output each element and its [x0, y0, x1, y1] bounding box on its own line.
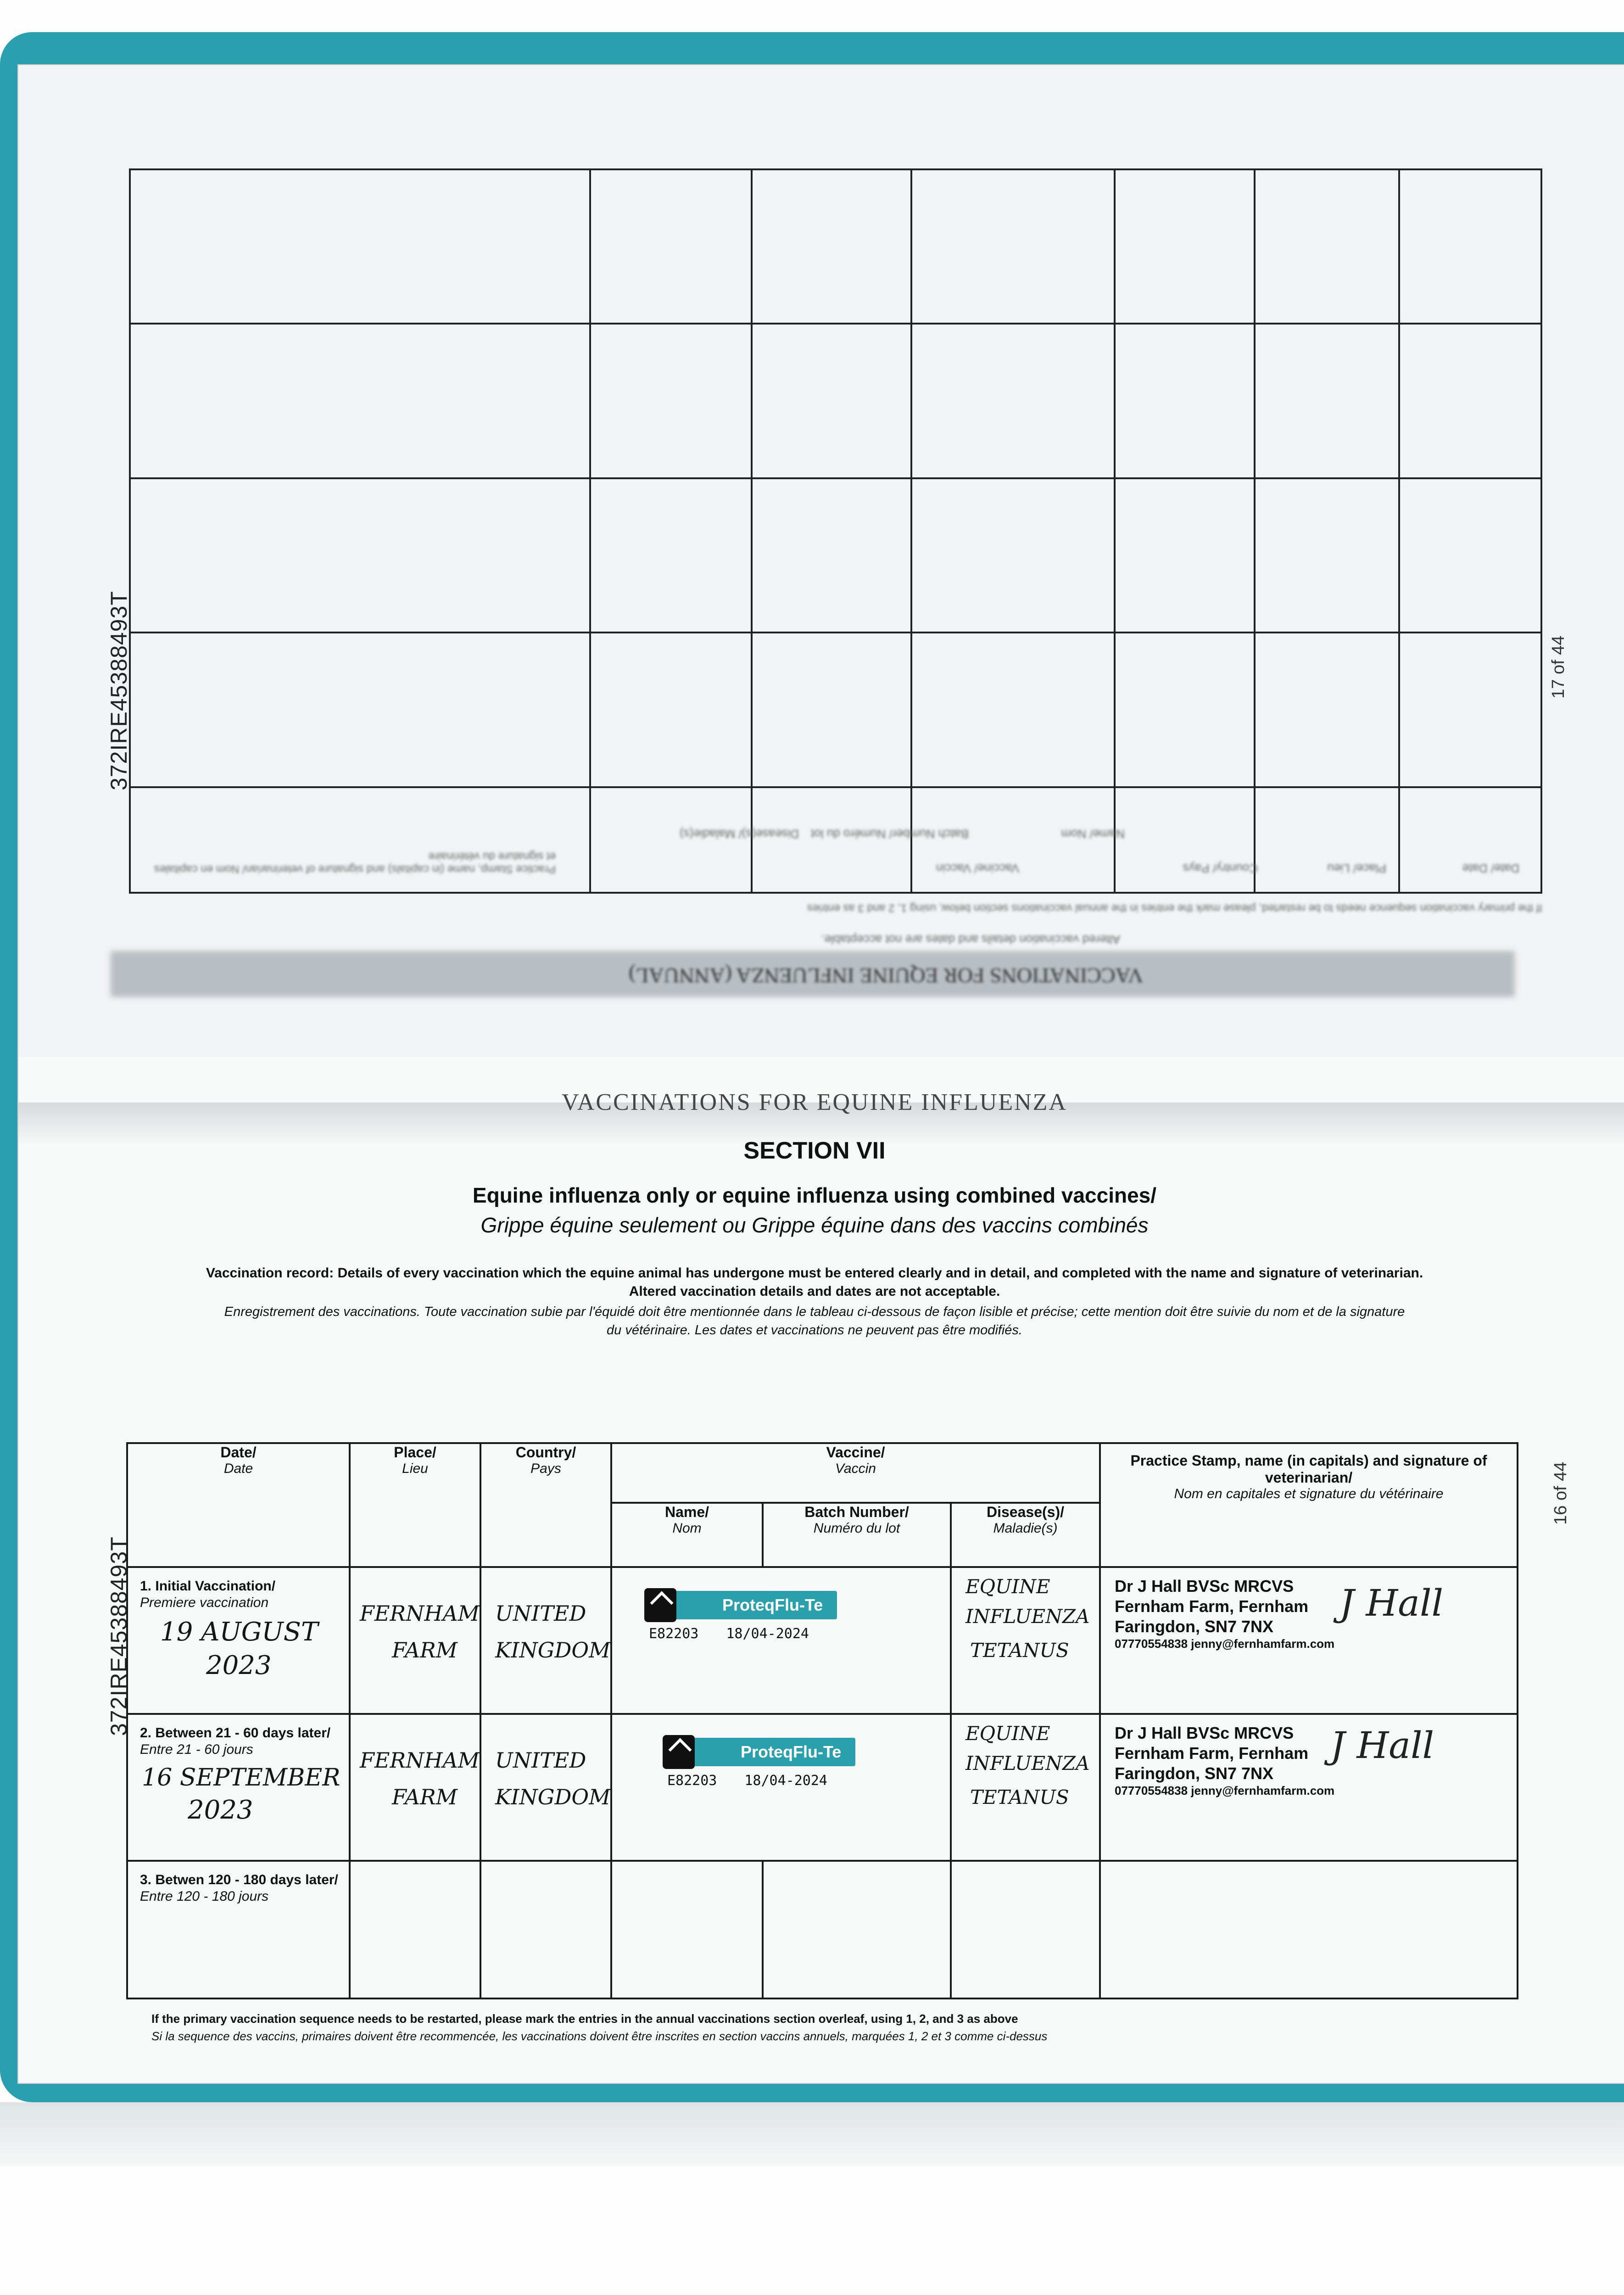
- row2-diseases-cell[interactable]: EQUINE INFLUENZA TETANUS: [951, 1714, 1100, 1861]
- mirror-col-batch: Batch Number/ Numéro du lot: [811, 827, 969, 841]
- vet-signature-2: J Hall: [1330, 1724, 1434, 1767]
- scanner-edge: [0, 2102, 1624, 2166]
- header-country: Country/ Pays: [480, 1443, 611, 1567]
- vaccine-sticker: [663, 1738, 855, 1789]
- table-row: [127, 1861, 1518, 1998]
- mirror-col-place: Place/ Lieu: [1327, 862, 1386, 875]
- row2-country-cell[interactable]: UNITED KINGDOM: [480, 1714, 611, 1861]
- row1-date-cell[interactable]: 1. Initial Vaccination/ Premiere vaccination 19 AUGUST 2023: [127, 1567, 350, 1714]
- sticker-vaccine-name: ProteqFlu-Te: [741, 1742, 842, 1761]
- header-diseases: Disease(s)/ Maladie(s): [951, 1503, 1100, 1567]
- page-number-17: 17 of 44: [1549, 635, 1568, 699]
- record-fr-2: du vétérinaire. Les dates et vaccinations ne peuvent pas être modifiés.: [607, 1323, 1022, 1338]
- header-date: Date/ Date: [127, 1443, 350, 1567]
- passport-id-lower: 372IRE45388493T: [106, 1536, 132, 1736]
- row1-diseases-cell[interactable]: EQUINE INFLUENZA TETANUS: [951, 1567, 1100, 1714]
- footnote-fr: Si la sequence des vaccins, primaires doivent être recommencée, les vaccinations doivent être inscrites en section vaccins annuels, marquées 1, 2 et 3 comme ci-dessus: [151, 2029, 1048, 2043]
- sticker-expiry: 18/04-2024: [744, 1773, 827, 1789]
- record-en-2: Altered vaccination details and dates are not acceptable.: [629, 1284, 1000, 1299]
- row3-place-cell[interactable]: [350, 1861, 480, 1998]
- row3-date-cell[interactable]: 3. Betwen 120 - 180 days later/ Entre 120 - 180 jours: [127, 1861, 350, 1998]
- mirror-vaccination-grid: [129, 168, 1542, 894]
- vet-stamp-2: Dr J Hall BVSc MRCVS Fernham Farm, Fernham Faringdon, SN7 7NX 07770554838 jenny@fernhamfarm.com: [1115, 1724, 1335, 1797]
- mirror-col-name: Name/ Nom: [1061, 827, 1125, 841]
- row3-diseases-cell[interactable]: [951, 1861, 1100, 1998]
- passport-page: [17, 64, 1624, 2084]
- mirror-altered-note: Altered vaccination details and dates are not acceptable.: [821, 933, 1120, 946]
- page-title: VACCINATIONS FOR EQUINE INFLUENZA: [562, 1089, 1067, 1115]
- sticker-batch: E82203: [649, 1626, 699, 1642]
- subtitle-fr: Grippe équine seulement ou Grippe équine dans des vaccins combinés: [480, 1213, 1149, 1237]
- row2-date-line1: 16 SEPTEMBER: [142, 1764, 340, 1791]
- row1-vaccine-sticker-cell[interactable]: [611, 1567, 951, 1714]
- mirror-col-date: Date/ Date: [1462, 862, 1519, 875]
- row3-stamp-cell[interactable]: [1100, 1861, 1518, 1998]
- header-vaccine-name: Name/ Nom: [611, 1503, 763, 1567]
- section-label: SECTION VII: [743, 1137, 886, 1164]
- header-place: Place/ Lieu: [350, 1443, 480, 1567]
- row3-batch-cell[interactable]: [763, 1861, 951, 1998]
- header-vaccine: Vaccine/ Vaccin: [611, 1443, 1100, 1503]
- row1-stamp-cell[interactable]: [1100, 1567, 1518, 1714]
- header-batch-number: Batch Number/ Numéro du lot: [763, 1503, 951, 1567]
- row3-country-cell[interactable]: [480, 1861, 611, 1998]
- vaccine-sticker: [644, 1591, 837, 1642]
- passport-id-upper: 372IRE45388493T: [106, 591, 132, 790]
- mirror-title: VACCINATIONS FOR EQUINE INFLUENZA (ANNUAL): [628, 964, 1143, 987]
- sticker-batch: E82203: [667, 1773, 717, 1789]
- row2-date-cell[interactable]: 2. Between 21 - 60 days later/ Entre 21 - 60 jours 16 SEPTEMBER 2023: [127, 1714, 350, 1861]
- header-stamp: Practice Stamp, name (in capitals) and signature of veterinarian/ Nom en capitales et signature du vétérinaire: [1100, 1443, 1518, 1567]
- row1-date-line1: 19 AUGUST: [160, 1617, 318, 1647]
- row2-date-line2: 2023: [188, 1795, 253, 1825]
- page-number-16: 16 of 44: [1551, 1461, 1570, 1525]
- mirror-col-vaccine: Vaccine/ Vaccin: [936, 862, 1019, 875]
- mirror-col-stamp: Practice Stamp, name (in capitals) and signature of veterinarian/ Nom en capitales et signature du vétérinaire: [154, 850, 556, 875]
- row1-country-cell[interactable]: UNITED KINGDOM: [480, 1567, 611, 1714]
- table-row: [127, 1567, 1518, 1714]
- footnote-en: If the primary vaccination sequence needs to be restarted, please mark the entries in the annual vaccinations section overleaf, using 1, 2, and 3 as above: [151, 2012, 1018, 2026]
- upper-page-upside-down: [18, 65, 1624, 1057]
- record-fr-1: Enregistrement des vaccinations. Toute vaccination subie par l'équidé doit être mentionnée dans le tableau ci-dessous de façon lisible et précise; cette mention doit être suivie du nom et de la signature: [224, 1304, 1405, 1319]
- row1-date-line2: 2023: [206, 1650, 272, 1680]
- proteq-logo-icon: [663, 1735, 695, 1769]
- vet-stamp-1: Dr J Hall BVSc MRCVS Fernham Farm, Fernham Faringdon, SN7 7NX 07770554838 jenny@fernhamfarm.com: [1115, 1577, 1335, 1651]
- sticker-expiry: 18/04-2024: [726, 1626, 809, 1642]
- table-row: [127, 1714, 1518, 1861]
- subtitle-en: Equine influenza only or equine influenza using combined vaccines/: [472, 1183, 1157, 1207]
- vet-signature-1: J Hall: [1339, 1582, 1444, 1624]
- mirror-col-diseases: Disease(s)/ Maladie(s): [679, 827, 799, 841]
- row2-vaccine-sticker-cell[interactable]: [611, 1714, 951, 1861]
- row1-place-cell[interactable]: FERNHAM FARM: [350, 1567, 480, 1714]
- row2-place-cell[interactable]: FERNHAM FARM: [350, 1714, 480, 1861]
- sticker-vaccine-name: ProteqFlu-Te: [722, 1595, 823, 1614]
- mirror-instructions: If the primary vaccination sequence needs to be restarted, please mark the entries in the annual vaccinations section below, using 1, 2 and 3 as entries: [807, 902, 1542, 914]
- row3-vaccine-name-cell[interactable]: [611, 1861, 763, 1998]
- mirror-col-country: Country/ Pays: [1183, 862, 1258, 875]
- proteq-logo-icon: [644, 1588, 676, 1622]
- row2-stamp-cell[interactable]: [1100, 1714, 1518, 1861]
- mirror-content: [18, 65, 1624, 1057]
- vaccination-table: [126, 1442, 1518, 1999]
- record-en-1: Vaccination record: Details of every vaccination which the equine animal has undergone must be entered clearly and in detail, and completed with the name and signature of veterinarian.: [206, 1265, 1423, 1281]
